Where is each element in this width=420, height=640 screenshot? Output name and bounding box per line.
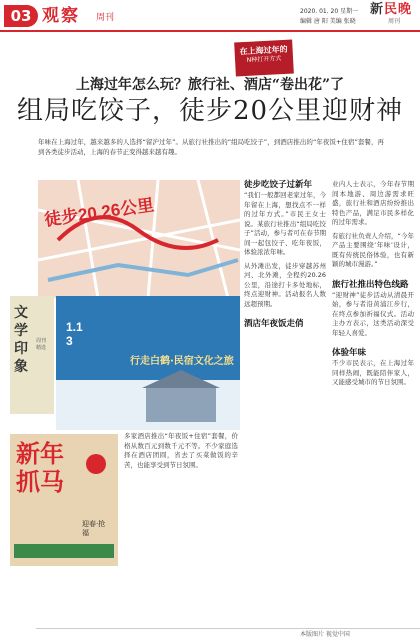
col2-heading-2: 酒店年夜饭走俏 bbox=[244, 319, 304, 329]
column-middle-lower bbox=[124, 432, 238, 470]
topic-banner bbox=[234, 40, 294, 77]
col3-para-1: 业内人士表示，今年春节期间本地游、周边游需求旺盛，旅行社和酒店纷纷推出特色产品，满足市民多样化的过年需求。 bbox=[332, 180, 414, 226]
poster-caption: 行走白鹤·民宿文化之旅 bbox=[130, 356, 234, 367]
map-route-label: 徒步20.26公里 bbox=[43, 195, 156, 230]
poster-date-1: 1.1 bbox=[66, 320, 83, 334]
poster2-tag: 迎春·抢福 bbox=[82, 520, 106, 537]
logo-subtitle: 周刊 bbox=[388, 18, 401, 25]
col2-para-1: “我们一般都回老家过年，今年留在上海，想找点不一样的过年方式。”市民王女士说。某旅行社推出“组局吃饺子”活动，参与者可在春节期间一起包饺子、吃年夜饭，体验浓浓年味。 bbox=[244, 191, 326, 256]
col2-para-3: 多家酒店推出“年夜饭+住宿”套餐，价格从数百元到数千元不等。不少家庭选择在酒店团圆，省去了买菜做饭的辛苦，也能享受到节日氛围。 bbox=[124, 432, 238, 469]
section-subtitle: 周刊 bbox=[96, 13, 115, 23]
book-cover-image bbox=[10, 296, 54, 414]
banner-line-2: N种打开方式 bbox=[246, 55, 282, 64]
col3-para-4: 不少市民表示，在上海过年同样热闹，既能陪伴家人，又能感受城市的节日氛围。 bbox=[332, 359, 414, 386]
col3-para-3: “迎财神”徒步活动从清晨开始，参与者沿黄浦江步行，在终点参加祈福仪式。活动主办方表示，这类活动深受年轻人喜爱。 bbox=[332, 290, 414, 337]
route-map-image bbox=[38, 180, 240, 298]
article-lead: 年味在上海过年，越来越多的人选择“留沪过年”。从旅行社推出的“组局吃饺子”，到酒店推出的“年夜饭+住宿”套餐，再到各类徒步活动，上海的春节正变得越来越有趣。 bbox=[38, 138, 384, 156]
section-title: 观察 bbox=[42, 6, 80, 26]
newspaper-logo bbox=[370, 2, 412, 17]
event-poster-image bbox=[56, 296, 240, 430]
book-subtitle: 周刊精选 bbox=[36, 338, 47, 351]
book-title: 文学印象 bbox=[14, 305, 28, 375]
article-subhead: 上海过年怎么玩？旅行社、酒店“卷出花”了 bbox=[75, 77, 345, 93]
logo-red-text: 民晚 bbox=[384, 2, 413, 17]
poster2-title: 新年抓马 bbox=[16, 439, 64, 496]
article-headline: 组局吃饺子，徒步20公里迎财神 bbox=[16, 96, 404, 126]
editor-line: 编辑 唐 阳 美编 张晓 bbox=[300, 18, 356, 25]
col3-para-2: 有旅行社负责人介绍，“今年产品主要围绕‘年味’设计，既有传统民俗体验，也有新颖的城市漫游。” bbox=[332, 231, 414, 268]
poster-dates bbox=[66, 320, 83, 348]
poster2-decoration bbox=[10, 434, 118, 566]
new-year-poster-image bbox=[10, 434, 118, 566]
col3-heading-1: 旅行社推出特色线路 bbox=[332, 279, 409, 290]
banner-line-1: 在上海过年的 bbox=[239, 44, 288, 57]
col2-para-2: 从外滩出发，徒步穿越苏州河、北外滩，全程约20.26公里，沿途打卡多处地标，终点迎财神。活动报名人数远超预期。 bbox=[244, 261, 326, 308]
footer-rule bbox=[36, 628, 420, 629]
col3-heading-2: 体验年味 bbox=[332, 348, 367, 358]
photo-credit: 本版图片 视觉中国 bbox=[300, 631, 350, 638]
col2-heading-1: 徒步吃饺子过新年 bbox=[244, 180, 313, 190]
issue-date: 2020. 01. 20 星期一 bbox=[300, 8, 359, 15]
column-middle bbox=[244, 180, 326, 330]
logo-black-text: 新 bbox=[370, 2, 385, 17]
header-rule bbox=[0, 30, 420, 32]
section-number-badge: 03 bbox=[4, 5, 38, 27]
column-right bbox=[332, 180, 414, 388]
poster-date-2: 3 bbox=[66, 334, 73, 348]
